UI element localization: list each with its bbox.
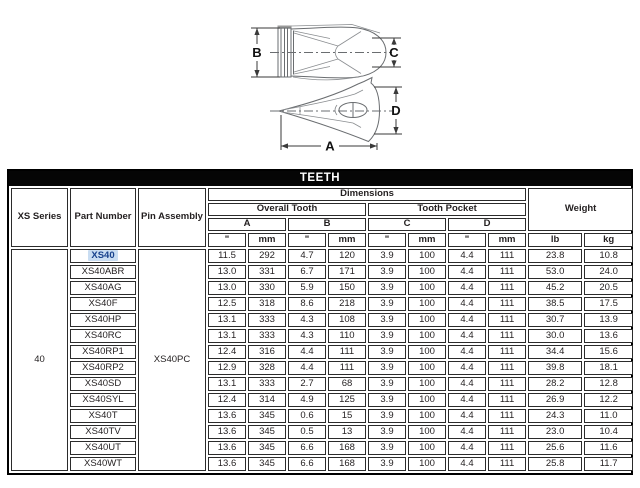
weight-lb-cell: 26.9 — [528, 393, 582, 407]
dim-b-in-cell: 6.7 — [288, 265, 326, 279]
dim-b-mm-cell: 15 — [328, 409, 366, 423]
dim-d-mm-cell: 111 — [488, 313, 526, 327]
xs-series-value: 40 — [11, 249, 68, 471]
dim-a-in-cell: 13.6 — [208, 441, 246, 455]
weight-kg-cell: 11.0 — [584, 409, 633, 423]
dim-d-mm-cell: 111 — [488, 361, 526, 375]
weight-lb-cell: 34.4 — [528, 345, 582, 359]
unit-b-in: " — [288, 233, 326, 247]
dim-b-in-cell: 6.6 — [288, 457, 326, 471]
dim-d-mm-cell: 111 — [488, 249, 526, 263]
part-number-cell: XS40SYL — [70, 393, 136, 407]
weight-lb-cell: 24.3 — [528, 409, 582, 423]
dim-c-in-cell: 3.9 — [368, 313, 406, 327]
dim-d-mm-cell: 111 — [488, 329, 526, 343]
table-row — [11, 361, 633, 375]
dim-c-mm-cell: 100 — [408, 249, 446, 263]
pin-assembly-value: XS40PC — [138, 249, 206, 471]
tooth-side-view — [270, 78, 392, 142]
dim-a-in-cell: 13.0 — [208, 265, 246, 279]
dim-b-mm-cell: 150 — [328, 281, 366, 295]
dim-a-mm-cell: 333 — [248, 313, 286, 327]
dim-b-mm-cell: 110 — [328, 329, 366, 343]
table-row — [11, 249, 633, 263]
dim-b-mm-cell: 111 — [328, 361, 366, 375]
dim-d-mm-cell: 111 — [488, 265, 526, 279]
dim-d-in-cell: 4.4 — [448, 409, 486, 423]
weight-kg-cell: 13.6 — [584, 329, 633, 343]
weight-lb-cell: 53.0 — [528, 265, 582, 279]
dim-b-in-cell: 4.4 — [288, 361, 326, 375]
table-row — [11, 313, 633, 327]
dim-b-in-cell: 6.6 — [288, 441, 326, 455]
dim-c-mm-cell: 100 — [408, 329, 446, 343]
dimension-d — [374, 87, 402, 134]
dim-a-mm-cell: 328 — [248, 361, 286, 375]
part-number-cell: XS40RC — [70, 329, 136, 343]
table-row — [11, 425, 633, 439]
part-number-cell: XS40AG — [70, 281, 136, 295]
dim-a-in-cell: 11.5 — [208, 249, 246, 263]
weight-lb-cell: 25.6 — [528, 441, 582, 455]
dim-b-in-cell: 5.9 — [288, 281, 326, 295]
dim-c-mm-cell: 100 — [408, 297, 446, 311]
dim-c-in-cell: 3.9 — [368, 249, 406, 263]
dim-b-in-cell: 0.6 — [288, 409, 326, 423]
dim-a-in-cell: 13.6 — [208, 457, 246, 471]
dim-c-mm-cell: 100 — [408, 409, 446, 423]
dim-a-mm-cell: 333 — [248, 329, 286, 343]
dim-c-in-cell: 3.9 — [368, 441, 406, 455]
dim-d-in-cell: 4.4 — [448, 345, 486, 359]
dim-c-in-cell: 3.9 — [368, 409, 406, 423]
header-tooth-pocket: Tooth Pocket — [368, 203, 526, 216]
dim-c-in-cell: 3.9 — [368, 457, 406, 471]
dim-d-in-cell: 4.4 — [448, 441, 486, 455]
header-weight: Weight — [528, 188, 633, 231]
dim-c-in-cell: 3.9 — [368, 281, 406, 295]
dim-a-mm-cell: 345 — [248, 457, 286, 471]
dim-d-in-cell: 4.4 — [448, 265, 486, 279]
dim-c-in-cell: 3.9 — [368, 425, 406, 439]
table-row — [11, 409, 633, 423]
part-number-cell: XS40RP1 — [70, 345, 136, 359]
dim-d-mm-cell: 111 — [488, 281, 526, 295]
dim-a-in-cell: 13.1 — [208, 377, 246, 391]
unit-d-in: " — [448, 233, 486, 247]
dim-a-mm-cell: 345 — [248, 425, 286, 439]
dim-c-in-cell: 3.9 — [368, 377, 406, 391]
unit-weight-kg: kg — [584, 233, 633, 247]
header-xs-series: XS Series — [11, 188, 68, 247]
dim-d-in-cell: 4.4 — [448, 377, 486, 391]
header-dim-a: A — [208, 218, 286, 231]
dim-b-mm-cell: 111 — [328, 345, 366, 359]
dim-d-in-cell: 4.4 — [448, 393, 486, 407]
weight-lb-cell: 30.0 — [528, 329, 582, 343]
dim-a-mm-cell: 330 — [248, 281, 286, 295]
weight-kg-cell: 10.4 — [584, 425, 633, 439]
part-number-cell: XS40WT — [70, 457, 136, 471]
table-row — [11, 265, 633, 279]
part-number-cell: XS40RP2 — [70, 361, 136, 375]
dim-d-in-cell: 4.4 — [448, 361, 486, 375]
dim-a-mm-cell: 292 — [248, 249, 286, 263]
weight-lb-cell: 39.8 — [528, 361, 582, 375]
weight-lb-cell: 23.8 — [528, 249, 582, 263]
tooth-diagram-svg — [0, 0, 640, 169]
dim-a-mm-cell: 345 — [248, 441, 286, 455]
header-overall-tooth: Overall Tooth — [208, 203, 366, 216]
table-header — [11, 188, 633, 247]
dim-a-in-cell: 12.4 — [208, 345, 246, 359]
tooth-top-view — [270, 25, 392, 80]
dim-d-in-cell: 4.4 — [448, 329, 486, 343]
weight-kg-cell: 24.0 — [584, 265, 633, 279]
dim-c-mm-cell: 100 — [408, 377, 446, 391]
weight-kg-cell: 17.5 — [584, 297, 633, 311]
dim-a-mm-cell: 314 — [248, 393, 286, 407]
weight-lb-cell: 45.2 — [528, 281, 582, 295]
dim-a-in-cell: 13.6 — [208, 425, 246, 439]
weight-kg-cell: 15.6 — [584, 345, 633, 359]
dim-b-mm-cell: 168 — [328, 457, 366, 471]
dim-c-in-cell: 3.9 — [368, 345, 406, 359]
header-dim-c: C — [368, 218, 446, 231]
dim-d-in-cell: 4.4 — [448, 297, 486, 311]
dim-label-a: A — [325, 138, 335, 154]
weight-lb-cell: 30.7 — [528, 313, 582, 327]
table-row — [11, 377, 633, 391]
dim-d-mm-cell: 111 — [488, 409, 526, 423]
part-number-cell: XS40TV — [70, 425, 136, 439]
dim-c-in-cell: 3.9 — [368, 393, 406, 407]
dim-c-in-cell: 3.9 — [368, 361, 406, 375]
table-row — [11, 281, 633, 295]
dim-d-in-cell: 4.4 — [448, 281, 486, 295]
unit-weight-lb: lb — [528, 233, 582, 247]
dim-b-in-cell: 4.7 — [288, 249, 326, 263]
dim-a-mm-cell: 318 — [248, 297, 286, 311]
weight-kg-cell: 12.2 — [584, 393, 633, 407]
dim-a-in-cell: 13.1 — [208, 329, 246, 343]
dim-d-mm-cell: 111 — [488, 457, 526, 471]
weight-kg-cell: 20.5 — [584, 281, 633, 295]
dim-c-in-cell: 3.9 — [368, 265, 406, 279]
dim-c-mm-cell: 100 — [408, 393, 446, 407]
unit-d-mm: mm — [488, 233, 526, 247]
dim-b-mm-cell: 108 — [328, 313, 366, 327]
dim-b-mm-cell: 120 — [328, 249, 366, 263]
table-row — [11, 297, 633, 311]
dim-d-mm-cell: 111 — [488, 441, 526, 455]
dim-d-in-cell: 4.4 — [448, 425, 486, 439]
teeth-table — [9, 186, 635, 473]
dim-label-d: D — [391, 103, 401, 118]
dim-c-in-cell: 3.9 — [368, 297, 406, 311]
unit-a-mm: mm — [248, 233, 286, 247]
dim-b-mm-cell: 168 — [328, 441, 366, 455]
part-number-cell: XS40F — [70, 297, 136, 311]
dim-a-in-cell: 13.1 — [208, 313, 246, 327]
tooth-dimension-diagram — [0, 0, 640, 169]
part-number-cell: XS40SD — [70, 377, 136, 391]
dim-a-in-cell: 13.0 — [208, 281, 246, 295]
weight-kg-cell: 12.8 — [584, 377, 633, 391]
table-row — [11, 441, 633, 455]
dim-b-in-cell: 4.9 — [288, 393, 326, 407]
table-row — [11, 457, 633, 471]
weight-lb-cell: 23.0 — [528, 425, 582, 439]
part-number-cell: XS40ABR — [70, 265, 136, 279]
table-title: TEETH — [9, 171, 631, 186]
dim-a-in-cell: 12.5 — [208, 297, 246, 311]
dim-a-mm-cell: 331 — [248, 265, 286, 279]
dimension-a — [281, 115, 377, 154]
part-number-cell: XS40HP — [70, 313, 136, 327]
unit-c-mm: mm — [408, 233, 446, 247]
unit-c-in: " — [368, 233, 406, 247]
header-part-number: Part Number — [70, 188, 136, 247]
dim-c-mm-cell: 100 — [408, 361, 446, 375]
dim-a-in-cell: 13.6 — [208, 409, 246, 423]
teeth-tbody — [11, 249, 633, 471]
table-row — [11, 345, 633, 359]
dim-c-mm-cell: 100 — [408, 313, 446, 327]
dim-c-mm-cell: 100 — [408, 457, 446, 471]
header-dim-d: D — [448, 218, 526, 231]
dim-b-mm-cell: 13 — [328, 425, 366, 439]
unit-a-in: " — [208, 233, 246, 247]
dim-a-in-cell: 12.9 — [208, 361, 246, 375]
dim-a-mm-cell: 316 — [248, 345, 286, 359]
dim-d-in-cell: 4.4 — [448, 313, 486, 327]
dim-d-mm-cell: 111 — [488, 425, 526, 439]
dim-a-mm-cell: 345 — [248, 409, 286, 423]
dim-b-in-cell: 4.4 — [288, 345, 326, 359]
table-row — [11, 329, 633, 343]
dim-c-mm-cell: 100 — [408, 345, 446, 359]
dim-b-in-cell: 4.3 — [288, 329, 326, 343]
dim-a-in-cell: 12.4 — [208, 393, 246, 407]
header-dimensions: Dimensions — [208, 188, 526, 201]
weight-lb-cell: 28.2 — [528, 377, 582, 391]
dim-b-mm-cell: 68 — [328, 377, 366, 391]
dim-b-in-cell: 2.7 — [288, 377, 326, 391]
table-row — [11, 393, 633, 407]
part-number-cell: XS40T — [70, 409, 136, 423]
header-pin-assembly: Pin Assembly — [138, 188, 206, 247]
unit-b-mm: mm — [328, 233, 366, 247]
dim-a-mm-cell: 333 — [248, 377, 286, 391]
part-number-cell: XS40UT — [70, 441, 136, 455]
header-dim-b: B — [288, 218, 366, 231]
dim-b-in-cell: 4.3 — [288, 313, 326, 327]
dim-b-mm-cell: 171 — [328, 265, 366, 279]
weight-kg-cell: 18.1 — [584, 361, 633, 375]
dim-b-in-cell: 8.6 — [288, 297, 326, 311]
dim-d-mm-cell: 111 — [488, 297, 526, 311]
dim-b-in-cell: 0.5 — [288, 425, 326, 439]
weight-kg-cell: 13.9 — [584, 313, 633, 327]
dim-b-mm-cell: 218 — [328, 297, 366, 311]
dim-d-mm-cell: 111 — [488, 345, 526, 359]
dim-d-mm-cell: 111 — [488, 393, 526, 407]
part-number-link[interactable]: XS40 — [88, 250, 117, 261]
dim-label-c: C — [389, 45, 399, 60]
part-number-cell — [70, 249, 136, 263]
dim-d-mm-cell: 111 — [488, 377, 526, 391]
weight-kg-cell: 10.8 — [584, 249, 633, 263]
dim-c-in-cell: 3.9 — [368, 329, 406, 343]
weight-lb-cell: 38.5 — [528, 297, 582, 311]
dim-c-mm-cell: 100 — [408, 281, 446, 295]
dim-c-mm-cell: 100 — [408, 265, 446, 279]
dim-c-mm-cell: 100 — [408, 441, 446, 455]
weight-kg-cell: 11.6 — [584, 441, 633, 455]
dim-d-in-cell: 4.4 — [448, 457, 486, 471]
dim-label-b: B — [252, 45, 262, 60]
dim-b-mm-cell: 125 — [328, 393, 366, 407]
weight-lb-cell: 25.8 — [528, 457, 582, 471]
teeth-spec-table — [7, 169, 633, 475]
weight-kg-cell: 11.7 — [584, 457, 633, 471]
dim-c-mm-cell: 100 — [408, 425, 446, 439]
dim-d-in-cell: 4.4 — [448, 249, 486, 263]
